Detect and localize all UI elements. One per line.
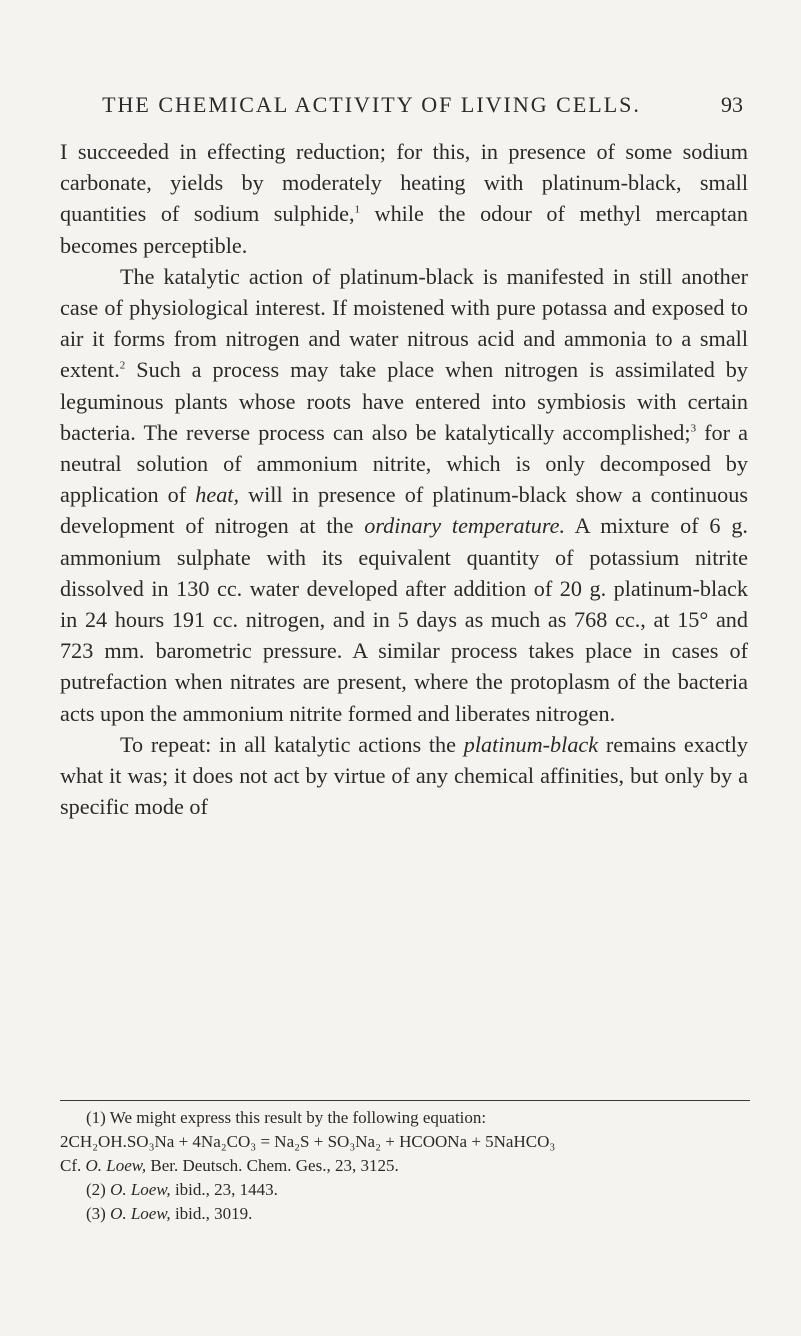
emphasis-platinum-black: platinum-black xyxy=(463,731,599,757)
running-head: THE CHEMICAL ACTIVITY OF LIVING CELLS. xyxy=(102,92,641,117)
emphasis-heat: heat, xyxy=(195,482,239,508)
footnote-1-text: We might express this result by the following equation: xyxy=(105,1108,487,1127)
emphasis-ordinary-temperature: ordinary temperature. xyxy=(364,513,566,539)
footnote-1 xyxy=(60,1106,750,1130)
footnote-ref-2: 2 xyxy=(119,360,126,373)
page-header xyxy=(60,92,743,122)
footnote-1-author: O. Loew, xyxy=(85,1156,147,1175)
footnote-1-cf: Cf. xyxy=(60,1156,86,1175)
footnote-3 xyxy=(60,1202,750,1226)
paragraph-3 xyxy=(60,729,748,823)
paragraph-2 xyxy=(60,261,748,729)
paragraph-3-text-a: To repeat: in all katalytic actions the xyxy=(120,731,464,757)
paragraph-2-text-c: for a neutral solution of ammonium nitrite, which is only decomposed by application of xyxy=(60,419,748,508)
paragraph-2-text-b: Such a process may take place when nitrogen is assimilated by leguminous plants whose roots have entered into symbiosis with certain bacteria. The reverse process can also be katalytically accomplished; xyxy=(60,357,748,445)
paragraph-1-text-a: I succeeded in effecting reduction; for this, in presence of some sodium carbonate, yields by moderately heating with platinum-black, small quantities of sodium sulphide, xyxy=(60,139,748,227)
footnote-3-author: O. Loew, xyxy=(110,1204,171,1223)
paragraph-1 xyxy=(60,136,748,261)
footnote-1-number: (1) xyxy=(86,1108,106,1127)
paragraph-2-text-e: A mixture of 6 g. ammonium sulphate with its equivalent quantity of potassium nitrite dissolved in 130 cc. water developed after addition of 20 g. platinum-black in 24 hours 191 cc. nitrogen, and in 5 days as much as 768 cc., at 15° and 723 mm. barometric pressure. A similar process takes place in cases of putrefaction when nitrates are present, where the protoplasm of the bacteria acts upon the ammonium nitrite formed and liberates nitrogen. xyxy=(60,513,748,726)
footnote-3-text: ibid., 3019. xyxy=(170,1204,253,1223)
paragraph-1-text-b: while the odour of methyl mercaptan becomes perceptible. xyxy=(60,201,748,258)
footnote-ref-1: 1 xyxy=(354,204,360,217)
footnote-2 xyxy=(60,1178,750,1202)
body-text xyxy=(60,136,748,822)
footnotes xyxy=(60,1106,750,1226)
footnote-2-text: ibid., 23, 1443. xyxy=(170,1180,278,1199)
paragraph-2-text-d: will in presence of platinum-black show a continuous development of nitrogen at the xyxy=(60,482,748,539)
footnote-1-source: Ber. Deutsch. Chem. Ges., 23, 3125. xyxy=(146,1156,399,1175)
footnote-ref-3: 3 xyxy=(690,422,697,435)
footnote-2-author: O. Loew, xyxy=(110,1180,171,1199)
page-number: 93 xyxy=(721,92,743,117)
paragraph-2-text-a: The katalytic action of platinum-black is manifested in still another case of physiological interest. If moistened with pure potassa and exposed to air it forms from nitrogen and water nitrous acid and ammonia to a small extent. xyxy=(60,263,748,383)
paragraph-3-text-b: remains exactly what it was; it does not act by virtue of any chemical affinities, but only by a specific mode of xyxy=(60,731,748,820)
footnote-1-citation xyxy=(60,1154,750,1178)
footnote-3-number: (3) xyxy=(86,1204,106,1223)
footnote-divider xyxy=(60,1100,750,1101)
footnote-2-number: (2) xyxy=(86,1180,106,1199)
footnote-1-equation: 2CH₂OH.SO₃Na + 4Na₂CO₃ = Na₂S + SO₃Na₂ + HCOONa + 5NaHCO₃ xyxy=(60,1132,556,1151)
